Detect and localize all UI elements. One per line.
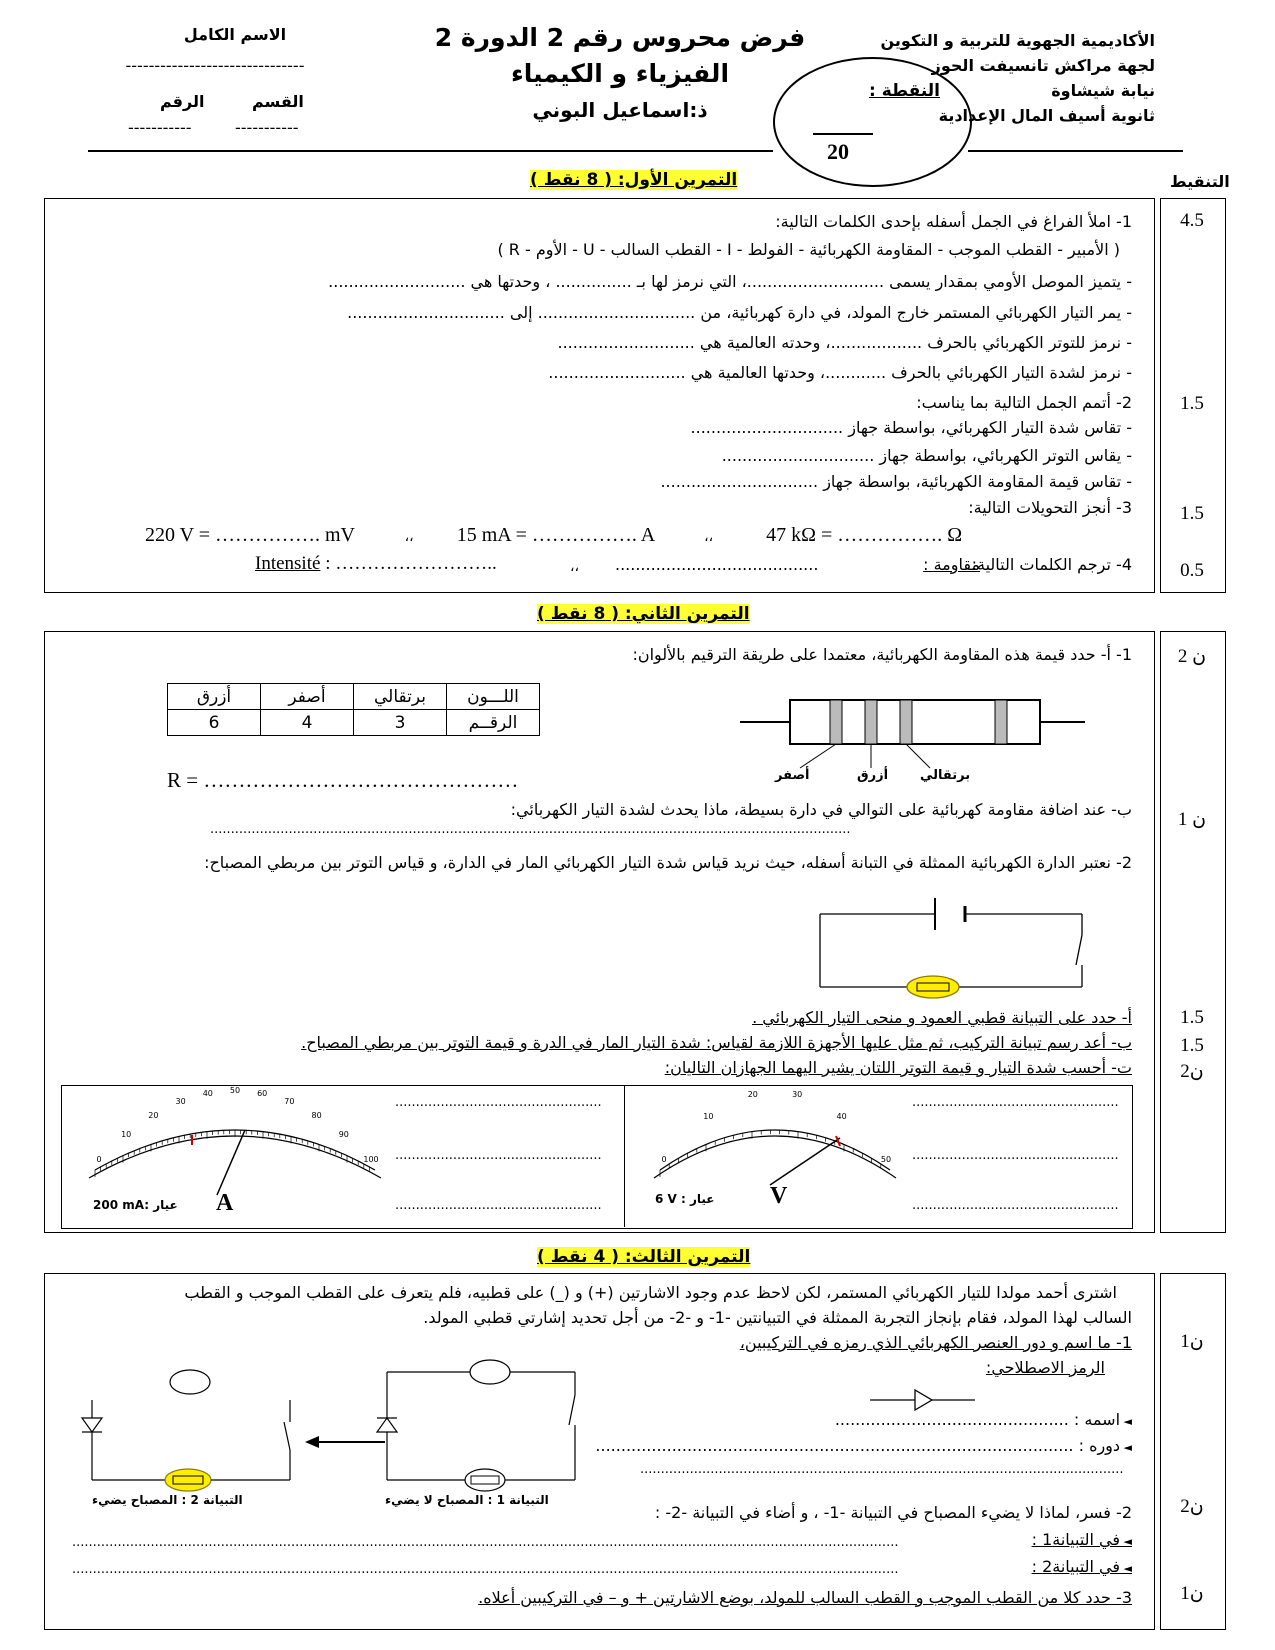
ex3-points-1: 1ن <box>1180 1331 1204 1352</box>
ex1-line-1[interactable]: - يتميز الموصل الأومي بمقدار يسمى ...........................، التي نرمز لها بـ ............... ، وحدتها هي ........................... <box>328 272 1132 291</box>
voltmeter-answer-3[interactable]: .................................................. <box>912 1198 1119 1213</box>
dial-tick-label: 80 <box>311 1110 322 1120</box>
ex1-q4-sep: ،، <box>570 559 580 575</box>
ex2-q2c: ت- أحسب شدة التيار و قيمة التوتر اللتان يشير اليهما الجهازان التاليان: <box>664 1058 1132 1077</box>
ex3-q2-line1[interactable]: ◄ في التبيانة1 : <box>1031 1530 1132 1549</box>
ex3-intro-1: اشترى أحمد مولدا للتيار الكهربائي المستمر، لكن لاحظ عدم وجود الاشارتين (+) و (_) على قطبيه، فلم يتعرف على القطب الموجب و القطب <box>184 1283 1117 1302</box>
table-cell: 4 <box>261 710 354 736</box>
ex3-role-text[interactable]: دوره : .............................................................................................. <box>595 1436 1121 1455</box>
class-dots[interactable]: ----------- <box>235 118 299 137</box>
ex1-points-3: 1.5 <box>1180 503 1204 524</box>
resistance-answer[interactable]: R = ……………………………………… <box>167 768 519 792</box>
ex2-q1a: 1- أ- حدد قيمة هذه المقاومة الكهربائية، معتمدا على طريقة الترقيم بالألوان: <box>632 645 1132 664</box>
lamp-lit-icon <box>165 1469 211 1491</box>
conv-sep-2: ،، <box>704 530 714 545</box>
conv-sep-1: ،، <box>404 530 414 545</box>
ex3-diagram-2 <box>70 1370 310 1505</box>
ex3-diagram-1 <box>365 1350 595 1490</box>
voltmeter-range: 6 V : عيار <box>655 1192 715 1206</box>
ex1-q4: 4- ترجم الكلمات التالية: <box>971 555 1132 574</box>
ammeter-letter: A <box>216 1190 234 1216</box>
ex3-q1: 1- ما اسم و دور العنصر الكهربائي الذي رمزه في التركيبين، <box>739 1333 1132 1352</box>
band-label-yellow: أصفر <box>775 768 810 783</box>
dial-tick-label: 10 <box>703 1111 714 1121</box>
ex1-line-4[interactable]: - نرمز لشدة التيار الكهربائي بالحرف ............، وحدتها العالمية هي ........................... <box>548 363 1132 382</box>
ex3-name-text[interactable]: اسمه : .............................................. <box>834 1410 1121 1429</box>
header-rule-right <box>968 150 1183 152</box>
dial-tick-label: 100 <box>363 1155 379 1164</box>
ammeter-answer-3[interactable]: .................................................. <box>395 1198 602 1213</box>
band-label-blue: أزرق <box>857 768 889 783</box>
ex3-q3: 3- حدد كلا من القطب الموجب و القطب السالب للمولد، بوضع الاشارتين + و – في التركيبين أعلاه. <box>478 1588 1132 1607</box>
ex1-q3: 3- أنجز التحويلات التالية: <box>968 498 1132 517</box>
dial-tick-label: 50 <box>880 1155 892 1164</box>
delegation-name: نيابة شيشاوة <box>1051 81 1155 100</box>
ex3-intro-2: السالب لهذا المولد، فقام بإنجاز التجربة الممثلة في التبيانتين -1- و -2- من أجل تحديد إشارتي قطبي المولد. <box>423 1308 1132 1327</box>
lamp-icon <box>907 976 959 998</box>
ex3-q2-line1-label: في التبيانة1 : <box>1031 1530 1121 1549</box>
voltmeter-letter: V <box>770 1183 788 1209</box>
ex1-words: ( الأمبير - القطب الموجب - المقاومة الكهربائية - الفولط - I - القطب السالب - U - الأوم - R ) <box>497 240 1120 259</box>
ex2-q2b: ب- أعد رسم تبيانة التركيب، ثم مثل عليها الأجهزة اللازمة لقياس: شدة التيار المار في الدرة و قيمة التوتر بين مربطي المصباح. <box>301 1033 1132 1052</box>
ex2-q1b: ب- عند اضافة مقاومة كهربائية على التوالي في دارة بسيطة، ماذا يحدث لشدة التيار الكهربائي: <box>510 800 1132 819</box>
ex1-q2-line-2[interactable]: - يقاس التوتر الكهربائي، بواسطة جهاز .............................. <box>721 446 1132 465</box>
voltmeter-answer-1[interactable]: .................................................. <box>912 1095 1119 1110</box>
dial-tick-label: 0 <box>661 1155 667 1164</box>
dial-tick-label: 60 <box>257 1088 268 1098</box>
table-header-cell: اللـــون <box>447 684 540 710</box>
ex2-points-5: 2ن <box>1180 1061 1204 1082</box>
voltmeter-dial <box>650 1090 900 1195</box>
dial-tick-label: 90 <box>338 1130 349 1140</box>
ex2-points-1: 2 ن <box>1177 646 1207 667</box>
ex1-line-3[interactable]: - نرمز للتوتر الكهربائي بالحرف ..................، وحدته العالمية هي ........................... <box>557 333 1132 352</box>
ex3-q2-line2-label: في التبيانة2 : <box>1031 1557 1121 1576</box>
region-name: لجهة مراكش تانسيفت الحوز <box>931 56 1155 75</box>
ex3-points-3: 1ن <box>1180 1583 1204 1604</box>
ex2-title: التمرين الثاني: ( 8 نقط ) <box>537 604 750 624</box>
ex3-title: التمرين الثالث: ( 4 نقط ) <box>537 1247 751 1267</box>
voltmeter-answer-2[interactable]: .................................................. <box>912 1148 1119 1163</box>
dial-tick-label: 70 <box>284 1097 295 1107</box>
ex3-diagram-1-caption: التبيانة 1 : المصباح لا يضيء <box>385 1493 549 1507</box>
grade-line <box>813 133 873 135</box>
ammeter-range: 200 mA: عيار <box>93 1198 178 1212</box>
dial-tick-label: 50 <box>229 1086 241 1096</box>
ex2-points-2: 1 ن <box>1177 809 1207 830</box>
ex3-q2-line2[interactable]: ◄ في التبيانة2 : <box>1031 1557 1132 1576</box>
ex3-name-line[interactable]: ◄ اسمه : .............................................. <box>834 1410 1132 1429</box>
dial-tick-label: 40 <box>202 1088 213 1098</box>
ammeter-answer-1[interactable]: .................................................. <box>395 1095 602 1110</box>
conv-1[interactable]: 220 V = ……………. mV <box>145 524 355 546</box>
dial-tick-label: 20 <box>148 1110 159 1120</box>
ex3-symbol-label: الرمز الاصطلاحي: <box>985 1358 1105 1377</box>
ex1-q4-dots2[interactable]: : …………………….. <box>325 553 497 574</box>
teacher-name: ذ:اسماعيل البوني <box>532 98 708 122</box>
ex3-q2: 2- فسر، لماذا لا يضيء المصباح في التبيانة -1- ، و أضاء في التبيانة -2- : <box>654 1503 1132 1522</box>
table-header-cell: أزرق <box>168 684 261 710</box>
ex3-points-box <box>1160 1273 1226 1630</box>
ex3-diagram-2-caption: التبيانة 2 : المصباح يضيء <box>92 1493 243 1507</box>
ammeter-answer-2[interactable]: .................................................. <box>395 1148 602 1163</box>
table-cell: 3 <box>354 710 447 736</box>
school-name: ثانوية أسيف المال الإعدادية <box>938 106 1155 125</box>
dial-tick-label: 10 <box>121 1130 132 1140</box>
table-cell: 6 <box>168 710 261 736</box>
ex1-line-2[interactable]: - يمر التيار الكهربائي المستمر خارج المولد، في دارة كهربائية، من ............................... إلى ............................... <box>347 303 1132 322</box>
header-rule <box>88 150 773 152</box>
grade-total: 20 <box>827 139 849 164</box>
ex2-circuit <box>820 890 1090 1000</box>
conv-3[interactable]: 47 kΩ = ……………. Ω <box>766 524 963 546</box>
ex1-points-4: 0.5 <box>1180 560 1204 581</box>
ammeter-dial <box>85 1086 385 1195</box>
ex1-q1: 1- املأ الفراغ في الجمل أسفله بإحدى الكلمات التالية: <box>775 212 1132 231</box>
full-name-dots[interactable]: ------------------------------- <box>125 56 305 75</box>
number-dots[interactable]: ----------- <box>128 118 192 137</box>
table-header-cell: برتقالي <box>354 684 447 710</box>
ex2-q2: 2- نعتبر الدارة الكهربائية الممثلة في التبانة أسفله، حيث نريد قياس شدة التيار الكهربائي المار في الدارة، و قياس التوتر بين مربطي المصباح: <box>204 853 1132 872</box>
ex2-points-3: 1.5 <box>1180 1007 1204 1028</box>
conv-2[interactable]: 15 mA = ……………. A <box>456 524 655 546</box>
ex3-role-line[interactable]: ◄ دوره : .............................................................................................. <box>595 1436 1132 1455</box>
exam-subject: الفيزياء و الكيمياء <box>510 59 730 88</box>
academy-name: الأكاديمية الجهوية للتربية و التكوين <box>880 31 1155 50</box>
scoring-label: التنقيط <box>1170 172 1230 191</box>
number-label: الرقم <box>160 92 205 111</box>
ex2-q1b-dots[interactable]: ........................................................................................................................................................... <box>210 822 851 837</box>
dial-tick-label: 0 <box>96 1155 102 1164</box>
ex3-q2-dots-2[interactable]: ........................................................................................................................................................................................................ <box>72 1562 899 1577</box>
ex3-points-2: 2ن <box>1180 1496 1204 1517</box>
ex1-q4-word2: Intensité <box>255 553 321 574</box>
ex1-q2-line-3[interactable]: - تقاس قيمة المقاومة الكهربائية، بواسطة جهاز ............................... <box>660 472 1132 491</box>
ex3-q2-dots-1[interactable]: ........................................................................................................................................................................................................ <box>72 1535 899 1550</box>
dial-tick-label: 30 <box>792 1090 803 1100</box>
ex1-points-1: 4.5 <box>1180 210 1204 231</box>
table-cell: الرقــم <box>447 710 540 736</box>
ex1-title: التمرين الأول: ( 8 نقط ) <box>530 170 738 190</box>
class-label: القسم <box>252 92 304 111</box>
grade-label: النقطة : <box>869 81 940 101</box>
ex2-q2a: أ- حدد على التبيانة قطبي العمود و منحى التيار الكهربائي . <box>752 1008 1132 1027</box>
ex2-points-4: 1.5 <box>1180 1035 1204 1056</box>
dial-tick-label: 20 <box>747 1090 758 1100</box>
band-label-orange: برتقالي <box>920 768 971 783</box>
color-code-table <box>167 683 540 736</box>
ex1-q4-dots1[interactable]: ........................................ <box>615 555 819 574</box>
ex1-q2: 2- أتمم الجمل التالية بما يناسب: <box>916 393 1132 412</box>
meters-divider <box>624 1085 625 1227</box>
table-header-cell: أصفر <box>261 684 354 710</box>
ex1-q2-line-1[interactable]: - تقاس شدة التيار الكهربائي، بواسطة جهاز .............................. <box>690 418 1132 437</box>
full-name-label: الاسم الكامل <box>183 25 287 44</box>
grade-oval <box>773 57 972 187</box>
dial-tick-label: 40 <box>836 1111 847 1121</box>
ex1-points-2: 1.5 <box>1180 393 1204 414</box>
ex2-points-box <box>1160 631 1226 1233</box>
exam-title: فرض محروس رقم 2 الدورة 2 <box>434 23 806 52</box>
dial-tick-label: 30 <box>175 1097 186 1107</box>
ex3-role-dots[interactable]: ..................................................................................................................... <box>640 1462 1124 1477</box>
ex1-q4-word1: مقاومة : <box>923 555 980 574</box>
